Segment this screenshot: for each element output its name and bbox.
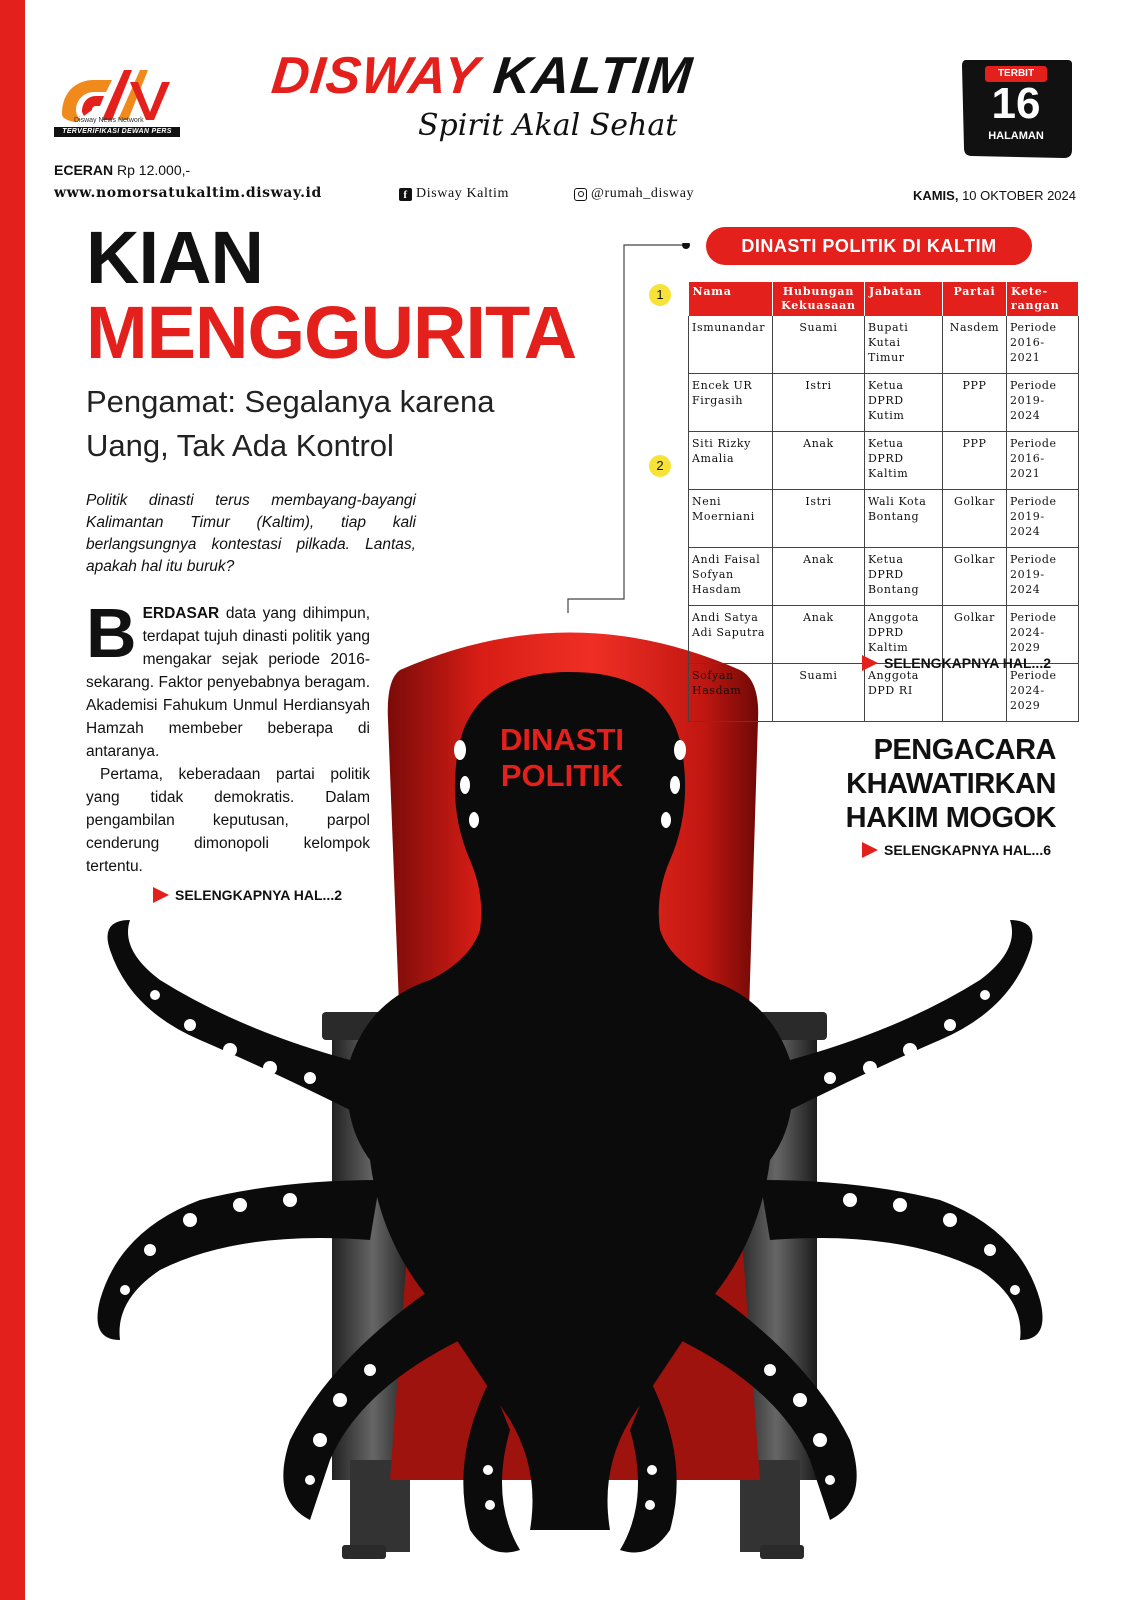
read-more-label: SELENGKAPNYA HAL...2 [884,655,1051,671]
secondary-headline-line2: KHAWATIRKAN [846,768,1056,800]
cell-nama: Andi Faisal Sofyan Hasdam [689,548,773,606]
cell-hubungan: Anak [773,606,865,664]
badge-halaman: HALAMAN [988,130,1044,142]
cell-nama: Ismunandar [689,316,773,374]
arrow-right-icon [153,887,169,903]
lead-paragraph: Politik dinasti terus membayang-bayangi Kalimantan Timur (Kaltim), tiap kali berlangsungnya kontestasi pilkada. Lantas, apakah hal itu buruk? [86,492,416,575]
cell-jabatan: Ketua DPRD Kaltim [865,432,943,490]
issue-date [913,188,1076,203]
cell-jabatan: Wali Kota Bontang [865,490,943,548]
secondary-headline[interactable] [820,733,1056,835]
cell-keterangan: Periode 2016-2021 [1007,432,1079,490]
issue-date-day: KAMIS, [912,188,959,203]
cell-hubungan: Suami [773,316,865,374]
logo-verified-strip: TERVERIFIKASI DEWAN PERS [54,127,180,137]
cell-nama: Andi Satya Adi Saputra [689,606,773,664]
connector-line [566,243,690,615]
cell-partai: PPP [943,432,1007,490]
cell-partai: Golkar [943,606,1007,664]
col-jabatan: Jabatan [865,282,943,316]
tagline: Spirit Akal Sehat [418,108,678,143]
cell-hubungan: Suami [773,664,865,722]
family-marker-1: 1 [649,284,671,306]
badge-terbit: TERBIT [985,66,1047,82]
col-nama: Nama [689,282,773,316]
cell-nama: Neni Moerniani [689,490,773,548]
article-body [86,594,370,878]
table-row [689,374,1079,432]
illustration-label-line1: DINASTI [500,722,624,757]
cell-hubungan: Anak [773,432,865,490]
secondary-headline-line1: PENGACARA [873,734,1056,766]
facebook-link[interactable] [399,186,509,202]
illustration-label [478,722,646,794]
cell-partai: Golkar [943,548,1007,606]
cell-hubungan: Anak [773,548,865,606]
cell-jabatan: Ketua DPRD Kutim [865,374,943,432]
instagram-link[interactable] [574,186,694,202]
dynasty-table-title: DINASTI POLITIK DI KALTIM [706,227,1032,265]
cell-keterangan: Periode 2016-2021 [1007,316,1079,374]
body-paragraph-1 [86,594,370,763]
cell-nama: Siti Rizky Amalia [689,432,773,490]
left-red-bar [0,0,25,1600]
arrow-right-icon [862,842,878,858]
illustration-label-line2: POLITIK [500,758,624,793]
cell-hubungan: Istri [773,490,865,548]
cell-keterangan: Periode 2024-2029 [1007,664,1079,722]
table-row [689,490,1079,548]
cell-jabatan: Anggota DPD RI [865,664,943,722]
masthead[interactable] [269,46,835,106]
secondary-headline-line3: HAKIM MOGOK [845,802,1056,834]
cell-jabatan: Anggota DPRD Kaltim [865,606,943,664]
table-row [689,316,1079,374]
issue-date-rest: 10 OKTOBER 2024 [962,188,1076,203]
lead-word: ERDASAR [142,605,220,622]
cell-nama: Sofyan Hasdam [689,664,773,722]
read-more-link-main[interactable] [153,887,342,903]
body-text-1: data yang dihimpun, terdapat tujuh dinasti politik yang mengakar sejak periode 2016-sekarang. Faktor penyebabnya beragam. Akademisi Fahukum Unmul Herdiansyah Hamzah membeber beberapa di antaranya. [86,605,370,760]
masthead-disway: DISWAY [268,47,482,105]
cell-keterangan: Periode 2024-2029 [1007,606,1079,664]
website-link[interactable]: www.nomorsatukaltim.disway.id [54,185,322,201]
instagram-icon [574,188,587,201]
retail-price-value: Rp 12.000,- [117,162,191,178]
col-hubungan: Hubungan Kekuasaan [773,282,865,316]
instagram-handle: @rumah_disway [591,186,695,201]
cell-partai [943,664,1007,722]
cell-partai: Golkar [943,490,1007,548]
cell-jabatan: Ketua DPRD Bontang [865,548,943,606]
table-row [689,548,1079,606]
retail-price [54,162,190,178]
cell-keterangan: Periode 2019-2024 [1007,374,1079,432]
masthead-kaltim: KALTIM [490,47,696,105]
cell-hubungan: Istri [773,374,865,432]
drop-cap: B [86,594,137,672]
headline-kicker: KIAN [86,216,263,299]
read-more-link-story2[interactable] [862,842,1051,858]
read-more-label: SELENGKAPNYA HAL...6 [884,842,1051,858]
body-paragraph-2: Pertama, keberadaan partai politik yang tidak demokratis. Dalam pengambilan keputusan, parpol cenderung dimonopoli kelompok tertentu. [86,766,370,875]
col-partai: Partai [943,282,1007,316]
col-keterangan: Kete-rangan [1007,282,1079,316]
arrow-right-icon [862,655,878,671]
subheadline: Pengamat: Segalanya karena Uang, Tak Ada Kontrol [86,384,495,463]
table-header-row [689,282,1079,316]
facebook-icon: f [399,188,412,201]
family-marker-2: 2 [649,455,671,477]
cell-jabatan: Bupati Kutai Timur [865,316,943,374]
table-row [689,664,1079,722]
read-more-label: SELENGKAPNYA HAL...2 [175,887,342,903]
headline: MENGGURITA [86,291,577,374]
table-row [689,432,1079,490]
read-more-link-table[interactable] [862,655,1051,671]
cell-partai: Nasdem [943,316,1007,374]
retail-price-label: ECERAN [54,162,114,178]
cell-partai: PPP [943,374,1007,432]
cell-nama: Encek UR Firgasih [689,374,773,432]
cell-keterangan: Periode 2019-2024 [1007,490,1079,548]
facebook-handle: Disway Kaltim [416,186,509,201]
badge-page-count: 16 [991,79,1041,128]
cell-keterangan: Periode 2019-2024 [1007,548,1079,606]
logo-network-text: Disway News Network [74,117,144,124]
